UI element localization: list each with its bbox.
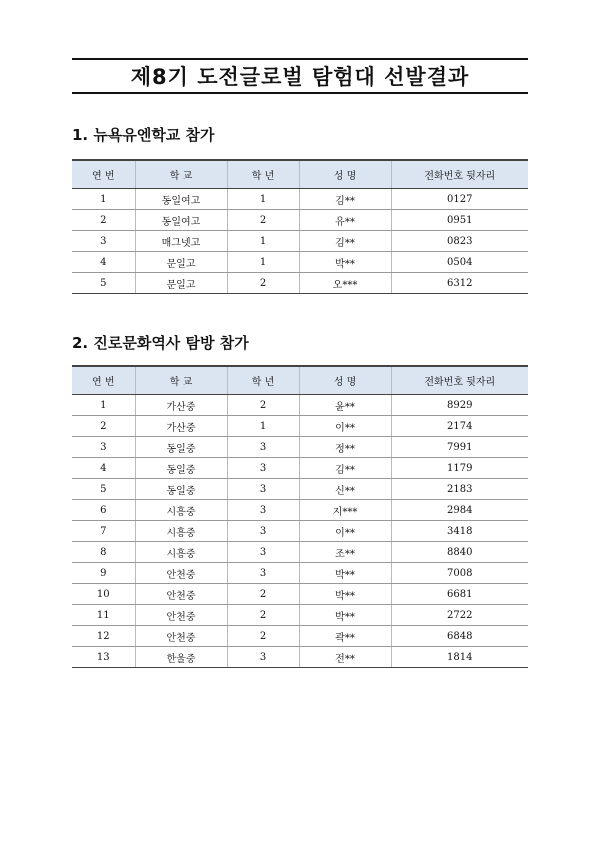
column-header-school: 학 교 xyxy=(135,366,227,395)
cell-phone-last-digits: 6312 xyxy=(391,273,528,294)
cell-grade: 3 xyxy=(227,458,299,479)
cell-grade: 3 xyxy=(227,437,299,458)
cell-school: 시흥중 xyxy=(135,500,227,521)
cell-grade: 2 xyxy=(227,605,299,626)
table-row xyxy=(72,521,528,542)
cell-school: 매그넷고 xyxy=(135,231,227,252)
cell-serial-number: 5 xyxy=(72,273,135,294)
cell-school: 가산중 xyxy=(135,416,227,437)
cell-school: 시흥중 xyxy=(135,521,227,542)
cell-school: 안천중 xyxy=(135,563,227,584)
cell-grade: 2 xyxy=(227,395,299,416)
cell-name: 박** xyxy=(299,563,391,584)
column-header-school: 학 교 xyxy=(135,160,227,189)
table-row xyxy=(72,231,528,252)
table-row xyxy=(72,458,528,479)
column-header-phone-last-digits: 전화번호 뒷자리 xyxy=(391,366,528,395)
cell-serial-number: 9 xyxy=(72,563,135,584)
cell-name: 김** xyxy=(299,231,391,252)
cell-phone-last-digits: 1814 xyxy=(391,647,528,668)
cell-serial-number: 7 xyxy=(72,521,135,542)
cell-phone-last-digits: 2984 xyxy=(391,500,528,521)
column-header-serial-number: 연 번 xyxy=(72,160,135,189)
cell-name: 유** xyxy=(299,210,391,231)
cell-serial-number: 4 xyxy=(72,458,135,479)
table-row xyxy=(72,210,528,231)
column-header-name: 성 명 xyxy=(299,160,391,189)
cell-school: 안천중 xyxy=(135,584,227,605)
cell-serial-number: 1 xyxy=(72,395,135,416)
cell-serial-number: 10 xyxy=(72,584,135,605)
table-row xyxy=(72,252,528,273)
table-row xyxy=(72,626,528,647)
cell-name: 김** xyxy=(299,458,391,479)
table-row xyxy=(72,563,528,584)
cell-school: 안천중 xyxy=(135,626,227,647)
cell-school: 가산중 xyxy=(135,395,227,416)
cell-name: 오*** xyxy=(299,273,391,294)
cell-school: 동일중 xyxy=(135,437,227,458)
table-row xyxy=(72,605,528,626)
cell-phone-last-digits: 2174 xyxy=(391,416,528,437)
cell-grade: 3 xyxy=(227,647,299,668)
cell-phone-last-digits: 7008 xyxy=(391,563,528,584)
cell-grade: 3 xyxy=(227,563,299,584)
cell-name: 지*** xyxy=(299,500,391,521)
cell-name: 윤** xyxy=(299,395,391,416)
table-row xyxy=(72,500,528,521)
table-row xyxy=(72,416,528,437)
column-header-serial-number: 연 번 xyxy=(72,366,135,395)
cell-serial-number: 1 xyxy=(72,189,135,210)
cell-name: 곽** xyxy=(299,626,391,647)
cell-name: 박** xyxy=(299,252,391,273)
cell-grade: 2 xyxy=(227,584,299,605)
cell-phone-last-digits: 7991 xyxy=(391,437,528,458)
cell-school: 시흥중 xyxy=(135,542,227,563)
cell-name: 김** xyxy=(299,189,391,210)
cell-name: 전** xyxy=(299,647,391,668)
cell-phone-last-digits: 0823 xyxy=(391,231,528,252)
cell-phone-last-digits: 0504 xyxy=(391,252,528,273)
section-title-newyork-un-school: 1. 뉴욕유엔학교 참가 xyxy=(72,126,215,144)
cell-phone-last-digits: 0951 xyxy=(391,210,528,231)
cell-phone-last-digits: 3418 xyxy=(391,521,528,542)
results-table-career-culture-history-tour xyxy=(72,365,528,668)
table-header-row xyxy=(72,366,528,395)
cell-grade: 1 xyxy=(227,252,299,273)
cell-name: 박** xyxy=(299,605,391,626)
table-row xyxy=(72,273,528,294)
cell-grade: 3 xyxy=(227,500,299,521)
cell-serial-number: 3 xyxy=(72,437,135,458)
table-row xyxy=(72,395,528,416)
table-row xyxy=(72,584,528,605)
table-header-row xyxy=(72,160,528,189)
cell-name: 정** xyxy=(299,437,391,458)
cell-serial-number: 13 xyxy=(72,647,135,668)
cell-serial-number: 5 xyxy=(72,479,135,500)
cell-grade: 1 xyxy=(227,416,299,437)
cell-grade: 3 xyxy=(227,542,299,563)
column-header-grade: 학 년 xyxy=(227,160,299,189)
cell-serial-number: 4 xyxy=(72,252,135,273)
cell-grade: 2 xyxy=(227,273,299,294)
column-header-grade: 학 년 xyxy=(227,366,299,395)
table-row xyxy=(72,437,528,458)
cell-serial-number: 2 xyxy=(72,210,135,231)
table-row xyxy=(72,647,528,668)
cell-phone-last-digits: 6848 xyxy=(391,626,528,647)
cell-grade: 2 xyxy=(227,210,299,231)
cell-name: 신** xyxy=(299,479,391,500)
cell-grade: 3 xyxy=(227,479,299,500)
cell-name: 이** xyxy=(299,521,391,542)
cell-serial-number: 6 xyxy=(72,500,135,521)
cell-school: 동일여고 xyxy=(135,210,227,231)
cell-school: 문일고 xyxy=(135,252,227,273)
cell-school: 문일고 xyxy=(135,273,227,294)
results-table-newyork-un-school xyxy=(72,159,528,294)
cell-phone-last-digits: 0127 xyxy=(391,189,528,210)
cell-name: 박** xyxy=(299,584,391,605)
cell-phone-last-digits: 6681 xyxy=(391,584,528,605)
table-row xyxy=(72,479,528,500)
cell-phone-last-digits: 8929 xyxy=(391,395,528,416)
column-header-name: 성 명 xyxy=(299,366,391,395)
cell-school: 동일여고 xyxy=(135,189,227,210)
cell-serial-number: 2 xyxy=(72,416,135,437)
cell-phone-last-digits: 2183 xyxy=(391,479,528,500)
cell-phone-last-digits: 2722 xyxy=(391,605,528,626)
cell-phone-last-digits: 1179 xyxy=(391,458,528,479)
section-title-career-culture-history-tour: 2. 진로문화역사 탐방 참가 xyxy=(72,334,249,352)
cell-serial-number: 8 xyxy=(72,542,135,563)
page-title: 제8기 도전글로벌 탐험대 선발결과 xyxy=(72,58,528,94)
column-header-phone-last-digits: 전화번호 뒷자리 xyxy=(391,160,528,189)
cell-grade: 2 xyxy=(227,626,299,647)
cell-grade: 1 xyxy=(227,189,299,210)
cell-grade: 3 xyxy=(227,521,299,542)
cell-serial-number: 3 xyxy=(72,231,135,252)
cell-school: 동일중 xyxy=(135,479,227,500)
cell-phone-last-digits: 8840 xyxy=(391,542,528,563)
cell-name: 조** xyxy=(299,542,391,563)
cell-school: 안천중 xyxy=(135,605,227,626)
cell-school: 한울중 xyxy=(135,647,227,668)
table-row xyxy=(72,189,528,210)
cell-school: 동일중 xyxy=(135,458,227,479)
cell-serial-number: 11 xyxy=(72,605,135,626)
cell-serial-number: 12 xyxy=(72,626,135,647)
table-row xyxy=(72,542,528,563)
cell-grade: 1 xyxy=(227,231,299,252)
cell-name: 이** xyxy=(299,416,391,437)
